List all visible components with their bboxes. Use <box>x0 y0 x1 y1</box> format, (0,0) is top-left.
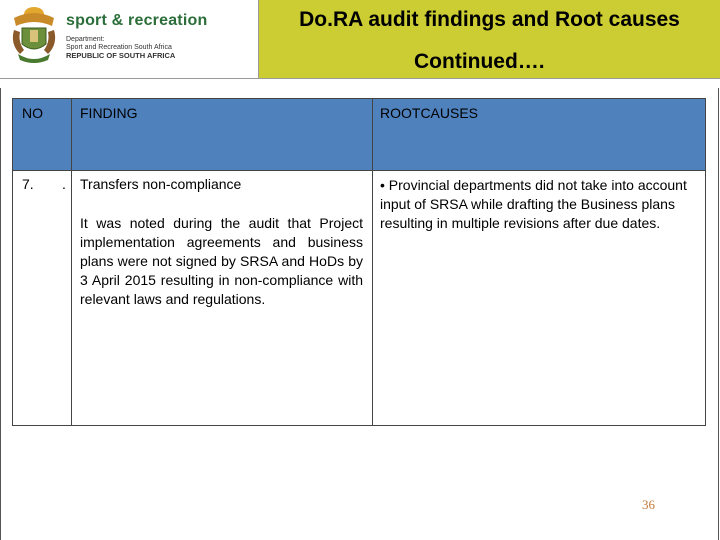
slide-title: Do.RA audit findings and Root causes <box>299 8 680 31</box>
department-name: Sport and Recreation South Africa <box>66 44 172 51</box>
row-number-dot: . <box>62 176 66 192</box>
page-number: 36 <box>642 497 655 512</box>
slide-subtitle: Continued…. <box>414 50 545 73</box>
header-rootcauses: ROOTCAUSES <box>380 105 479 121</box>
column-divider-1 <box>71 98 72 426</box>
finding-title: Transfers non-compliance <box>80 176 242 192</box>
title-banner <box>259 0 720 78</box>
header-divider-horizontal <box>0 78 720 79</box>
root-cause-text: • Provincial departments did not take into account input of SRSA while drafting the Business plans resulting in multiple revisions after due dates. <box>380 177 687 231</box>
coat-of-arms-icon <box>8 4 60 66</box>
department-label: Department: <box>66 36 105 43</box>
header-finding: FINDING <box>80 105 138 121</box>
header-row-divider <box>12 170 706 171</box>
row-number: 7. <box>22 176 34 192</box>
brand-name: sport & recreation <box>66 12 208 29</box>
logo-area <box>0 0 258 78</box>
column-divider-2 <box>372 98 373 426</box>
header-no: NO <box>22 105 43 121</box>
brand-block <box>66 12 207 60</box>
finding-description: It was noted during the audit that Project implementation agreements and business plans were not signed by SRSA and HoDs by 3 April 2015 resulting in non-compliance with relevant laws and regulations. <box>80 215 363 307</box>
country-name: REPUBLIC OF SOUTH AFRICA <box>66 51 176 60</box>
